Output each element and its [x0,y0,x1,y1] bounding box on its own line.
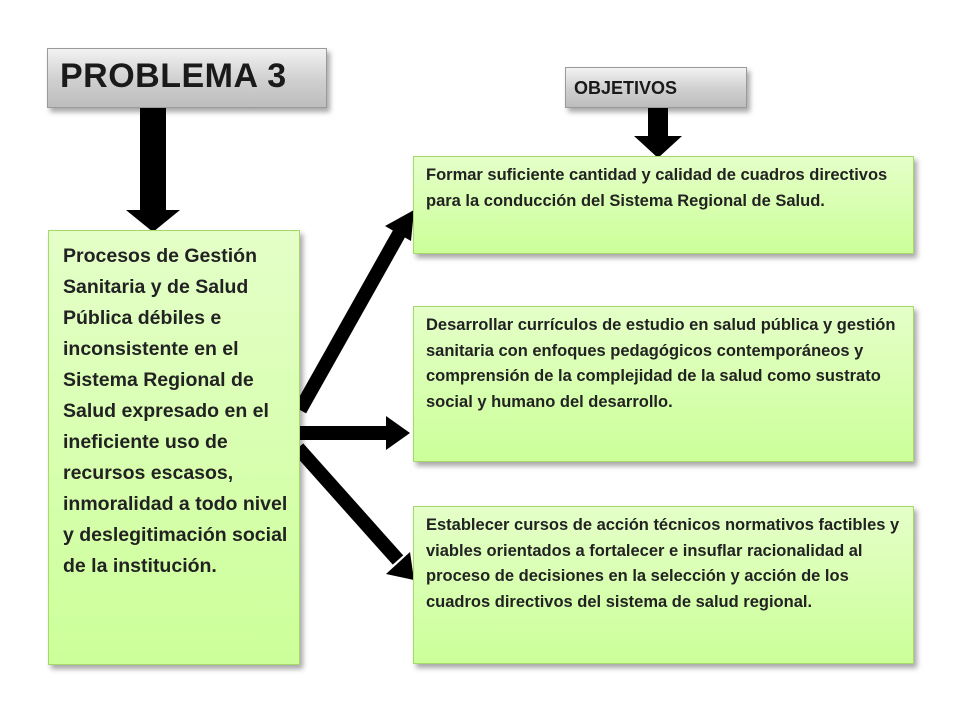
problem-description: Procesos de Gestión Sanitaria y de Salud Pública débiles e inconsistente en el Sistema Regional de Salud expresado en el ineficiente uso de recursos escasos, inmoralidad a todo nivel y deslegitimación social de la institución. [48,230,300,665]
objective-item-2: Desarrollar currículos de estudio en salud pública y gestión sanitaria con enfoques pedagógicos contemporáneos y comprensión de la complejidad de la salud como sustrato social y humano del desarrollo. [413,306,914,462]
objective-item-1: Formar suficiente cantidad y calidad de cuadros directivos para la conducción del Sistema Regional de Salud. [413,156,914,254]
arrow-down-problem [126,108,180,232]
problem-title: PROBLEMA 3 [47,48,327,108]
arrowhead-objective-2 [386,416,410,450]
arrow-down-objectives [634,108,682,158]
objectives-header: OBJETIVOS [565,67,747,108]
objective-item-3: Establecer cursos de acción técnicos normativos factibles y viables orientados a fortalecer e insuflar racionalidad al proceso de decisiones en la selección y acción de los cuadros directivos del sistema de salud regional. [413,506,914,664]
arrow-to-objective-1 [300,232,400,410]
arrow-to-objective-3 [298,448,398,560]
